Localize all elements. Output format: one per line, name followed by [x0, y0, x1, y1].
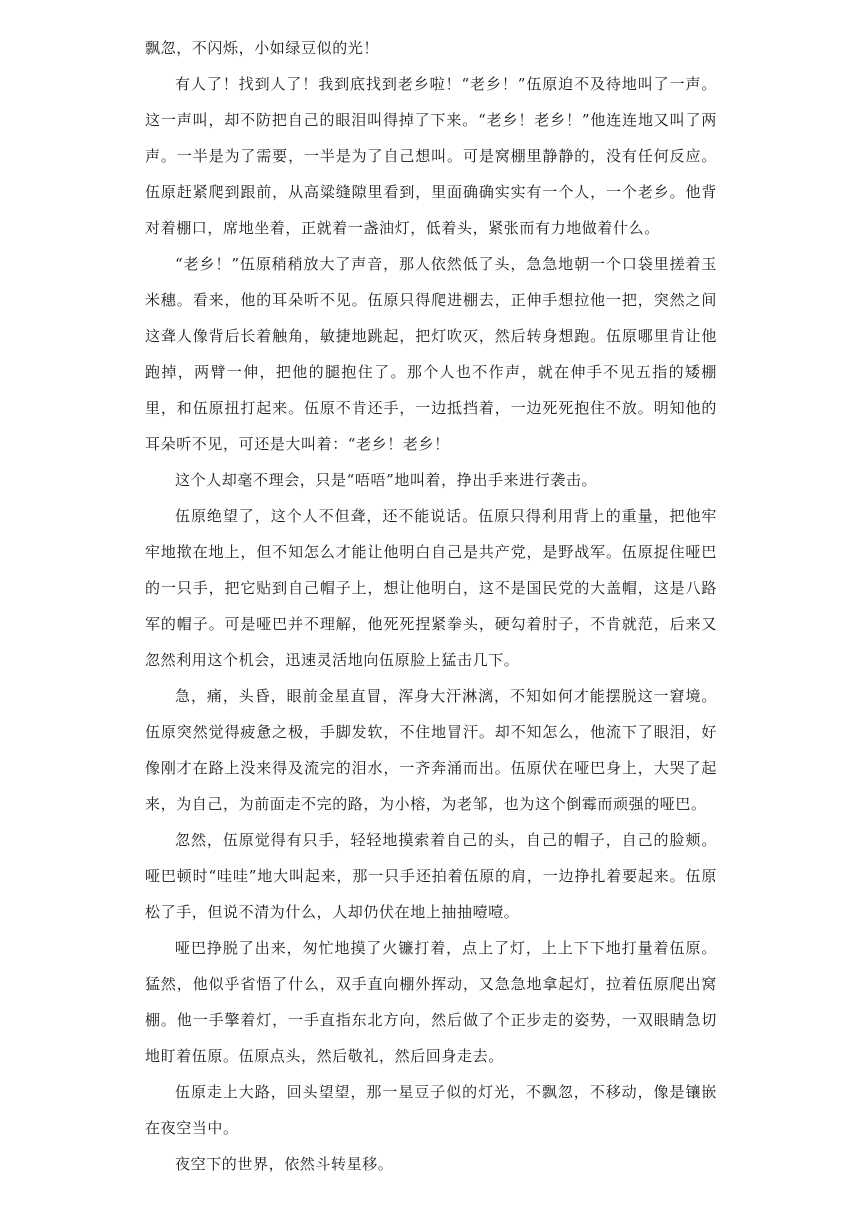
paragraph-10: 夜空下的世界，依然斗转星移。	[175, 1155, 394, 1173]
paragraph-3: “老乡！”伍原稍稍放大了声音，那人依然低了头，急急地朝一个口袋里搓着玉米穗。看来，他的耳朵听不见。伍原只得爬进棚去，正伸手想拉他一把，突然之间这聋人像背后长着触角，敏捷地跳起，把灯吹灭，然后转身想跑。伍原哪里肯让他跑掉，两臂一伸，把他的腿抱住了。那个人也不作声，就在伸手不见五指的矮棚里，和伍原扭打起来。伍原不肯还手，一边抵挡着，一边死死抱住不放。明知他的耳朵听不见，可还是大叫着：“老乡！老乡！	[145, 255, 717, 453]
paragraph-9: 伍原走上大路，回头望望，那一星豆子似的灯光，不飘忽，不移动，像是镶嵌在夜空当中。	[145, 1083, 717, 1137]
document-page	[145, 30, 717, 1182]
paragraph-5: 伍原绝望了，这个人不但聋，还不能说话。伍原只得利用背上的重量，把他牢牢地揿在地上，但不知怎么才能让他明白自己是共产党，是野战军。伍原捉住哑巴的一只手，把它贴到自己帽子上，想让他明白，这不是国民党的大盖帽，这是八路军的帽子。可是哑巴并不理解，他死死捏紧拳头，硬勾着肘子，不肯就范，后来又忽然利用这个机会，迅速灵活地向伍原脸上猛击几下。	[145, 507, 717, 669]
paragraph-1: 飘忽，不闪烁，小如绿豆似的光！	[145, 39, 380, 57]
paragraph-2: 有人了！找到人了！我到底找到老乡啦！“老乡！”伍原迫不及待地叫了一声。这一声叫，却不防把自己的眼泪叫得掉了下来。“老乡！老乡！”他连连地又叫了两声。一半是为了需要，一半是为了自己想叫。可是窝棚里静静的，没有任何反应。伍原赶紧爬到跟前，从高粱缝隙里看到，里面确确实实有一个人，一个老乡。他背对着棚口，席地坐着，正就着一盏油灯，低着头，紧张而有力地做着什么。	[145, 75, 717, 237]
paragraph-7: 忽然，伍原觉得有只手，轻轻地摸索着自己的头，自己的帽子，自己的脸颊。哑巴顿时“哇哇”地大叫起来，那一只手还拍着伍原的肩，一边挣扎着要起来。伍原松了手，但说不清为什么，人却仍伏在地上抽抽噎噎。	[145, 831, 717, 921]
paragraph-4: 这个人却毫不理会，只是“唔唔”地叫着，挣出手来进行袭击。	[175, 471, 598, 489]
paragraph-6: 急，痛，头昏，眼前金星直冒，浑身大汗淋漓，不知如何才能摆脱这一窘境。伍原突然觉得疲惫之极，手脚发软，不住地冒汗。却不知怎么，他流下了眼泪，好像刚才在路上没来得及流完的泪水，一齐奔涌而出。伍原伏在哑巴身上，大哭了起来，为自己，为前面走不完的路，为小榕，为老邹，也为这个倒霉而顽强的哑巴。	[145, 687, 717, 813]
paragraph-8: 哑巴挣脱了出来，匆忙地摸了火镰打着，点上了灯，上上下下地打量着伍原。猛然，他似乎省悟了什么，双手直向棚外挥动，又急急地拿起灯，拉着伍原爬出窝棚。他一手擎着灯，一手直指东北方向，然后做了个正步走的姿势，一双眼睛急切地盯着伍原。伍原点头，然后敬礼，然后回身走去。	[145, 939, 717, 1065]
